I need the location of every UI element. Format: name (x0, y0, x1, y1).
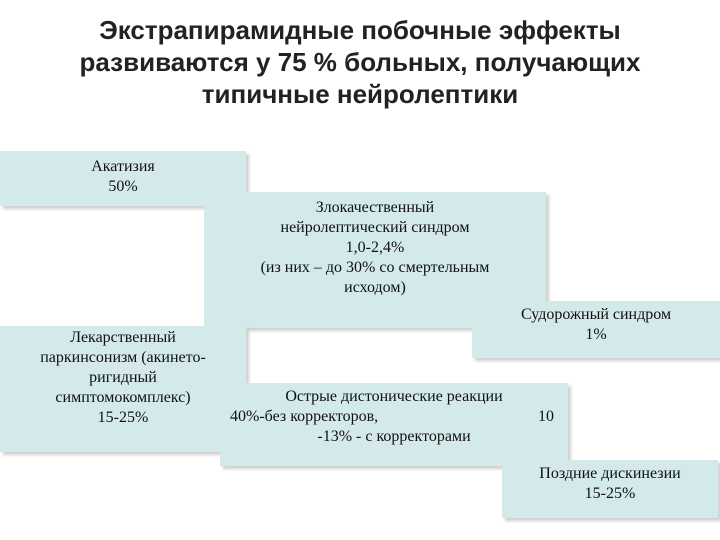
seizure-box (472, 301, 720, 358)
box-text: -13% - с корректорами (317, 428, 471, 445)
box-text: 50% (108, 178, 138, 195)
dyskinesia-box (502, 460, 718, 518)
box-text: ригидный (89, 369, 157, 386)
box-text: симптомокомплекс) (55, 389, 191, 406)
box-text: 15-25% (97, 409, 149, 426)
title-line: развиваются у 75 % больных, получающих (79, 47, 641, 77)
box-text: Лекарственный (70, 329, 176, 346)
dystonia-box (220, 383, 568, 466)
box-text: паркинсонизм (акинето- (40, 349, 206, 366)
box-text-row (220, 407, 568, 427)
box-text: 40%-без корректоров, (230, 408, 379, 425)
box-text: 1,0-2,4% (345, 239, 405, 256)
box-text: Острые дистонические реакции (285, 388, 503, 405)
parkinsonism-box (0, 326, 246, 452)
slide-title (0, 14, 720, 110)
box-text: исходом) (344, 279, 406, 296)
box-text: Акатизия (91, 158, 155, 175)
box-text: Злокачественный (315, 199, 435, 216)
title-line: Экстрапирамидные побочные эффекты (99, 15, 621, 45)
box-text: 10 (538, 408, 554, 425)
box-text: Судорожный синдром (520, 306, 672, 323)
box-text: 15-25% (584, 485, 636, 502)
box-text: (из них – до 30% со смертельным (260, 259, 490, 276)
title-line: типичные нейролептики (201, 79, 519, 109)
box-text: 1% (585, 326, 607, 343)
box-text: нейролептический синдром (280, 219, 470, 236)
box-text: Поздние дискинезии (539, 465, 681, 482)
